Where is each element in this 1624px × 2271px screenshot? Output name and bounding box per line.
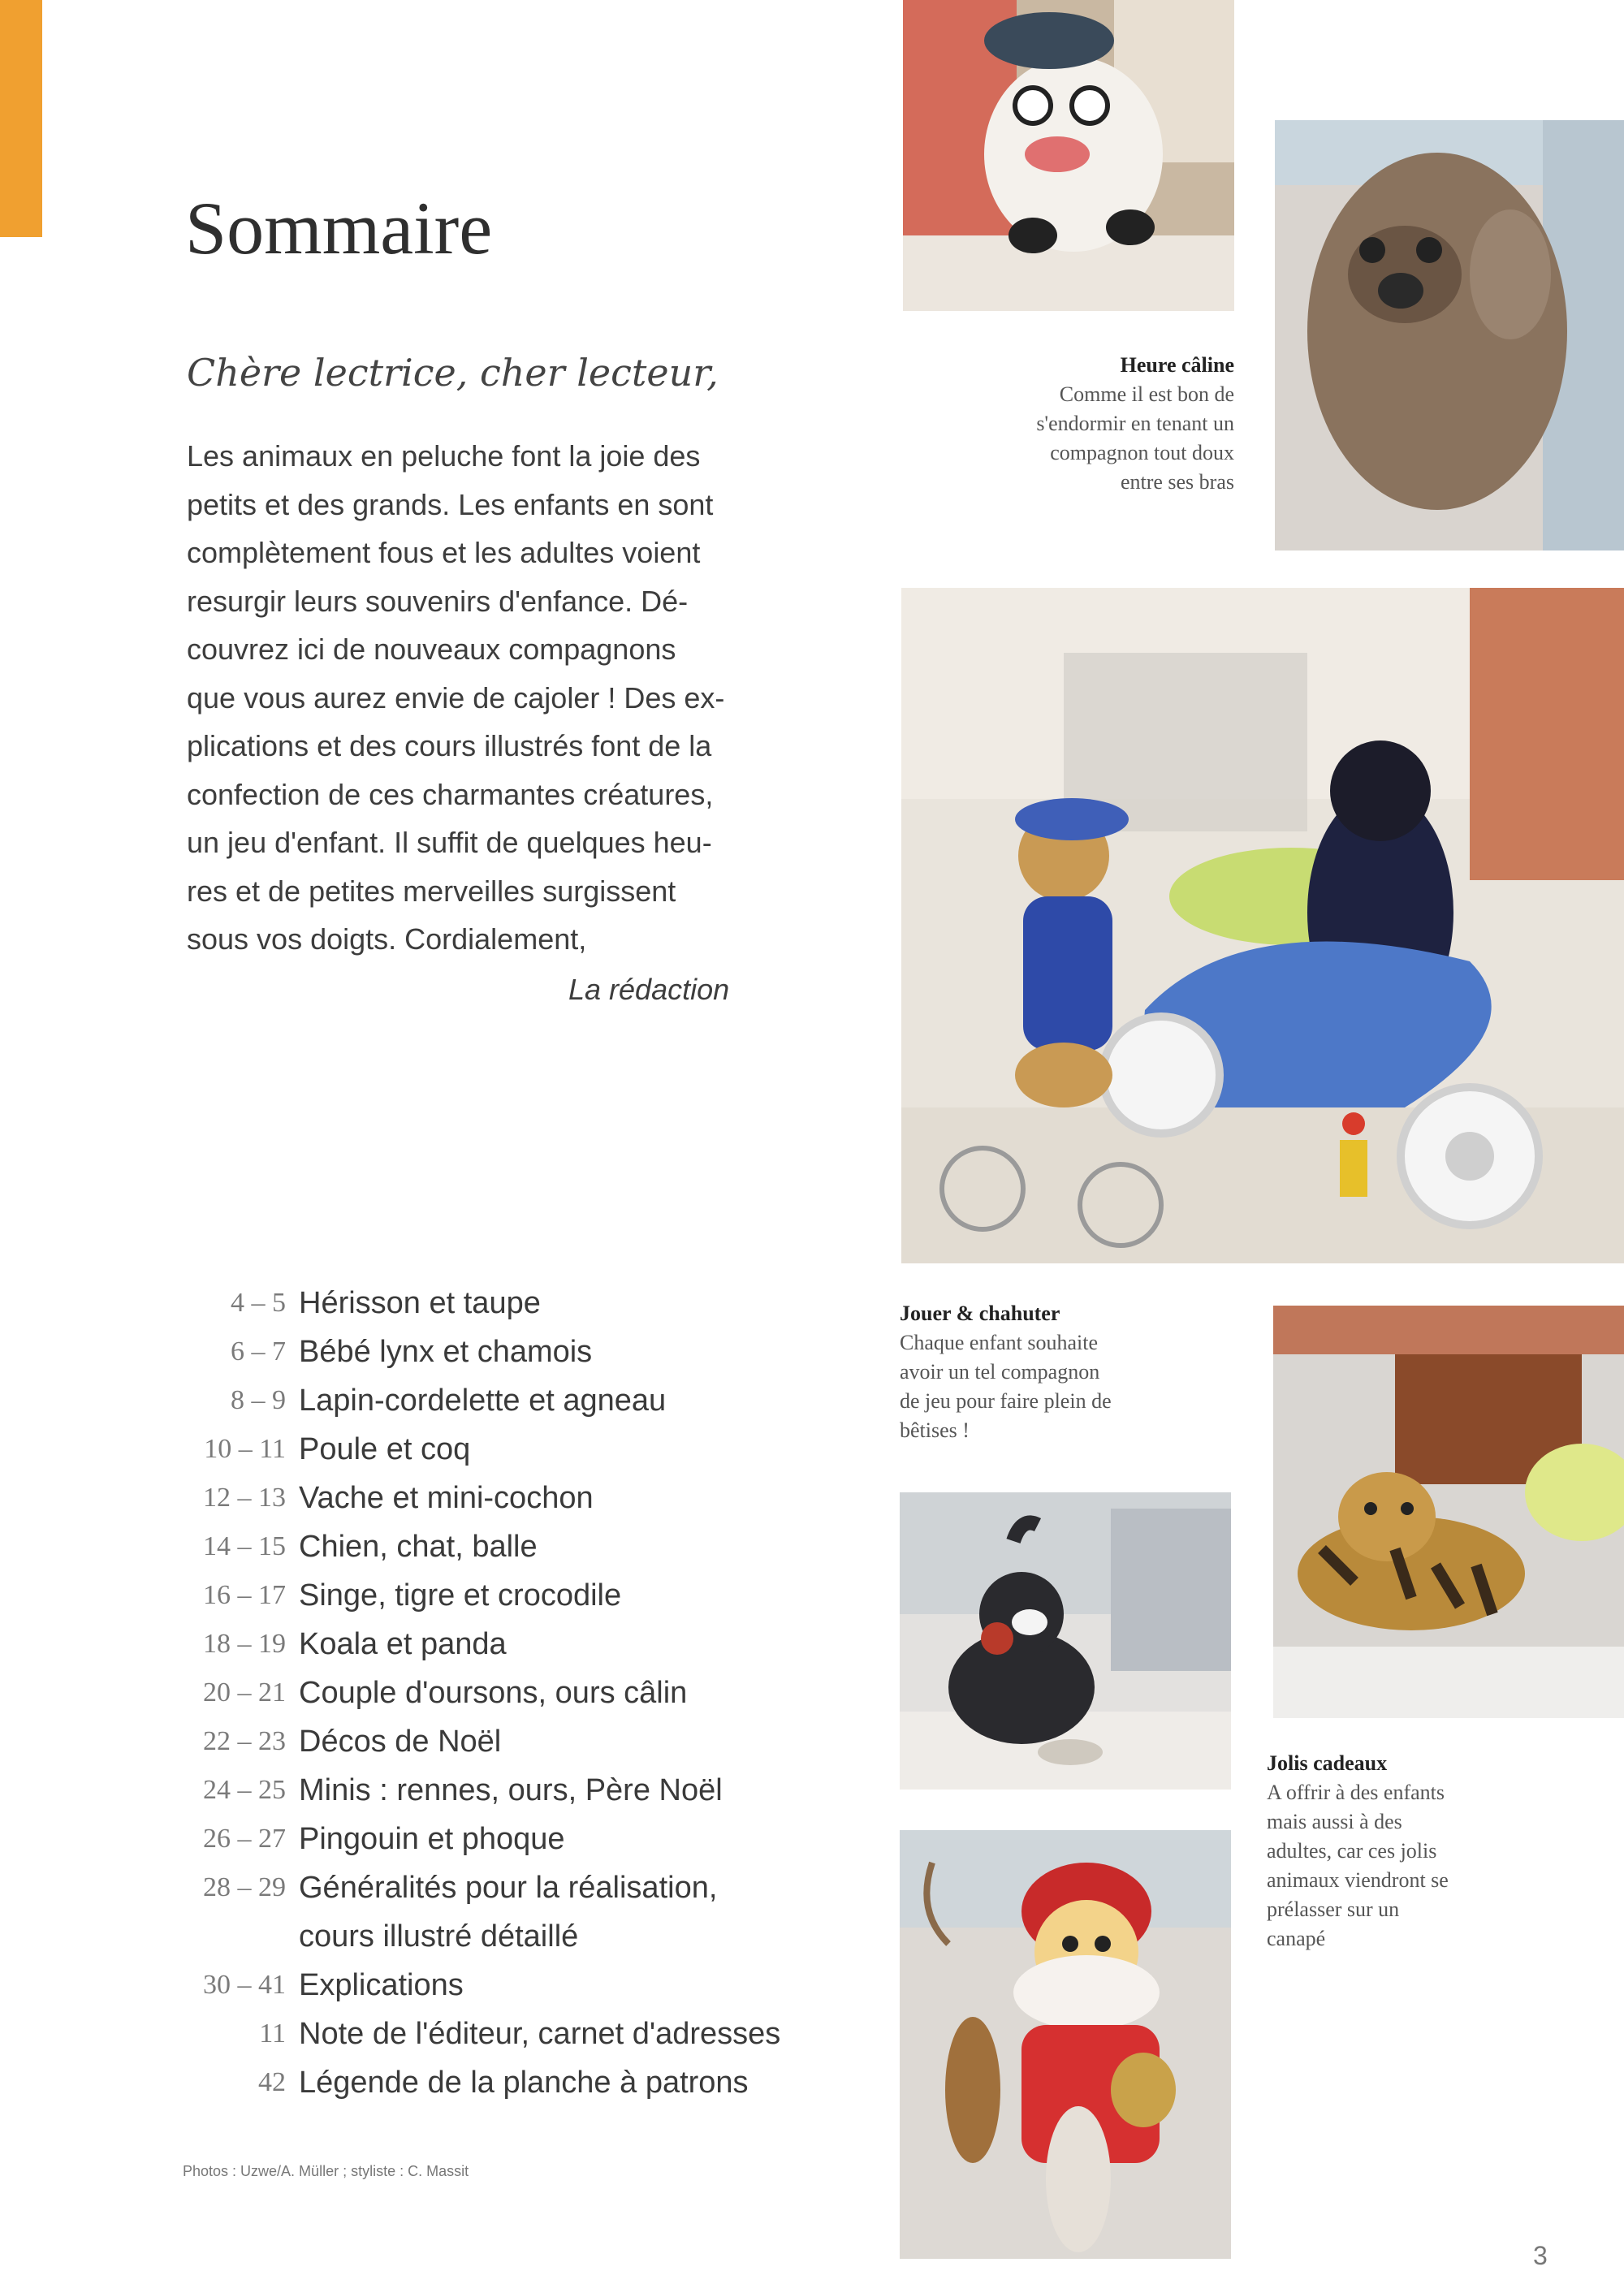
toc-title-line: cours illustré détaillé <box>299 1919 579 1954</box>
caption-line: bêtises ! <box>900 1418 970 1442</box>
table-of-contents <box>162 1279 877 2107</box>
signature: La rédaction <box>568 973 730 1006</box>
toc-title: Note de l'éditeur, carnet d'adresses <box>299 2017 781 2051</box>
intro-line: plications et des cours illustrés font de la <box>187 729 712 762</box>
toc-pages: 6 – 7 <box>231 1336 286 1366</box>
caption-heure-caline <box>934 351 1234 497</box>
intro-line: res et de petites merveilles surgissent <box>187 874 676 908</box>
caption-line: canapé <box>1267 1927 1326 1950</box>
caption-line: animaux viendront se <box>1267 1868 1449 1892</box>
teddy-bears-car-photo <box>901 588 1624 1263</box>
page-number: 3 <box>1533 2241 1548 2270</box>
caption-jolis-cadeaux <box>1267 1749 1608 1954</box>
toc-title: Hérisson et taupe <box>299 1286 541 1320</box>
greeting: Chère lectrice, cher lecteur, <box>187 351 719 395</box>
toc-pages: 18 – 19 <box>203 1629 286 1659</box>
toc-title: Couple d'oursons, ours câlin <box>299 1676 688 1710</box>
toc-title: Décos de Noël <box>299 1725 502 1759</box>
caption-line: Comme il est bon de <box>1059 382 1234 406</box>
toc-title: Minis : rennes, ours, Père Noël <box>299 1773 723 1807</box>
toc-title: Chien, chat, balle <box>299 1530 538 1564</box>
cat-toy-photo <box>900 1492 1231 1790</box>
orange-section-tab <box>0 0 42 237</box>
intro-line: un jeu d'enfant. Il suffit de quelques heu- <box>187 826 712 859</box>
toc-pages: 20 – 21 <box>203 1677 286 1708</box>
toc-title: Vache et mini-cochon <box>299 1481 594 1515</box>
caption-line: Chaque enfant souhaite <box>900 1331 1099 1354</box>
caption-line: s'endormir en tenant un <box>1036 412 1234 435</box>
toc-title <box>299 1863 717 1961</box>
photo-credits: Photos : Uzwe/A. Müller ; styliste : C. Massit <box>183 2163 469 2179</box>
toc-title: Bébé lynx et chamois <box>299 1335 593 1369</box>
toc-title: Poule et coq <box>299 1432 471 1466</box>
intro-line: confection de ces charmantes créatures, <box>187 777 714 811</box>
page-title: Sommaire <box>185 187 493 270</box>
caption-title: Jolis cadeaux <box>1267 1751 1388 1775</box>
intro-line: complètement fous et les adultes voient <box>187 536 701 569</box>
toc-pages: 8 – 9 <box>231 1385 286 1415</box>
intro-line: resurgir leurs souvenirs d'enfance. Dé- <box>187 584 689 618</box>
toc-pages: 12 – 13 <box>203 1483 286 1513</box>
toc-entry[interactable] <box>162 1815 877 1863</box>
toc-entry[interactable] <box>162 1522 877 1571</box>
caption-line: compagnon tout doux <box>1050 441 1234 464</box>
toc-entry[interactable] <box>162 1474 877 1522</box>
toc-entry[interactable] <box>162 2010 877 2058</box>
koala-toy-photo <box>1275 120 1624 550</box>
toc-entry[interactable] <box>162 1328 877 1376</box>
toc-entry[interactable] <box>162 1376 877 1425</box>
toc-entry[interactable] <box>162 1863 877 1961</box>
caption-line: A offrir à des enfants <box>1267 1781 1445 1804</box>
toc-title: Explications <box>299 1968 464 2002</box>
toc-title: Lapin-cordelette et agneau <box>299 1384 667 1418</box>
intro-line: petits et des grands. Les enfants en sont <box>187 487 714 521</box>
caption-line: de jeu pour faire plein de <box>900 1389 1112 1413</box>
caption-line: entre ses bras <box>1120 470 1234 494</box>
toc-entry[interactable] <box>162 1571 877 1620</box>
toc-entry[interactable] <box>162 1279 877 1328</box>
toc-pages: 42 <box>258 2067 286 2097</box>
toc-pages: 22 – 23 <box>203 1726 286 1756</box>
toc-title: Singe, tigre et crocodile <box>299 1578 622 1613</box>
tiger-toy-photo <box>1273 1306 1624 1718</box>
toc-pages: 30 – 41 <box>203 1970 286 2000</box>
toc-pages: 26 – 27 <box>203 1824 286 1854</box>
intro-line: sous vos doigts. Cordialement, <box>187 922 587 956</box>
santa-toy-photo <box>900 1830 1231 2259</box>
caption-title: Jouer & chahuter <box>900 1302 1060 1325</box>
caption-line: prélasser sur un <box>1267 1898 1400 1921</box>
toc-entry[interactable] <box>162 2058 877 2107</box>
toc-title-line: Généralités pour la réalisation, <box>299 1871 718 1905</box>
toc-pages: 11 <box>259 2018 286 2049</box>
toc-pages: 24 – 25 <box>203 1775 286 1805</box>
toc-entry[interactable] <box>162 1425 877 1474</box>
cow-toy-photo <box>903 0 1234 311</box>
toc-pages: 28 – 29 <box>203 1872 286 1902</box>
toc-pages: 16 – 17 <box>203 1580 286 1610</box>
caption-line: adultes, car ces jolis <box>1267 1839 1437 1863</box>
toc-title: Légende de la planche à patrons <box>299 2066 749 2100</box>
caption-title: Heure câline <box>1120 353 1234 377</box>
intro-line: que vous aurez envie de cajoler ! Des ex- <box>187 680 725 715</box>
toc-pages: 10 – 11 <box>204 1434 286 1464</box>
caption-line: avoir un tel compagnon <box>900 1360 1100 1384</box>
toc-entry[interactable] <box>162 1620 877 1669</box>
toc-title: Pingouin et phoque <box>299 1822 565 1856</box>
intro-paragraph <box>187 432 820 964</box>
toc-pages: 14 – 15 <box>203 1531 286 1561</box>
caption-jouer-chahuter <box>900 1299 1241 1445</box>
toc-pages: 4 – 5 <box>231 1288 286 1318</box>
toc-entry[interactable] <box>162 1669 877 1717</box>
toc-entry[interactable] <box>162 1717 877 1766</box>
toc-entry[interactable] <box>162 1961 877 2010</box>
intro-line: couvrez ici de nouveaux compagnons <box>187 633 676 666</box>
intro-line: Les animaux en peluche font la joie des <box>187 439 701 473</box>
toc-title: Koala et panda <box>299 1627 507 1661</box>
toc-entry[interactable] <box>162 1766 877 1815</box>
caption-line: mais aussi à des <box>1267 1810 1402 1833</box>
